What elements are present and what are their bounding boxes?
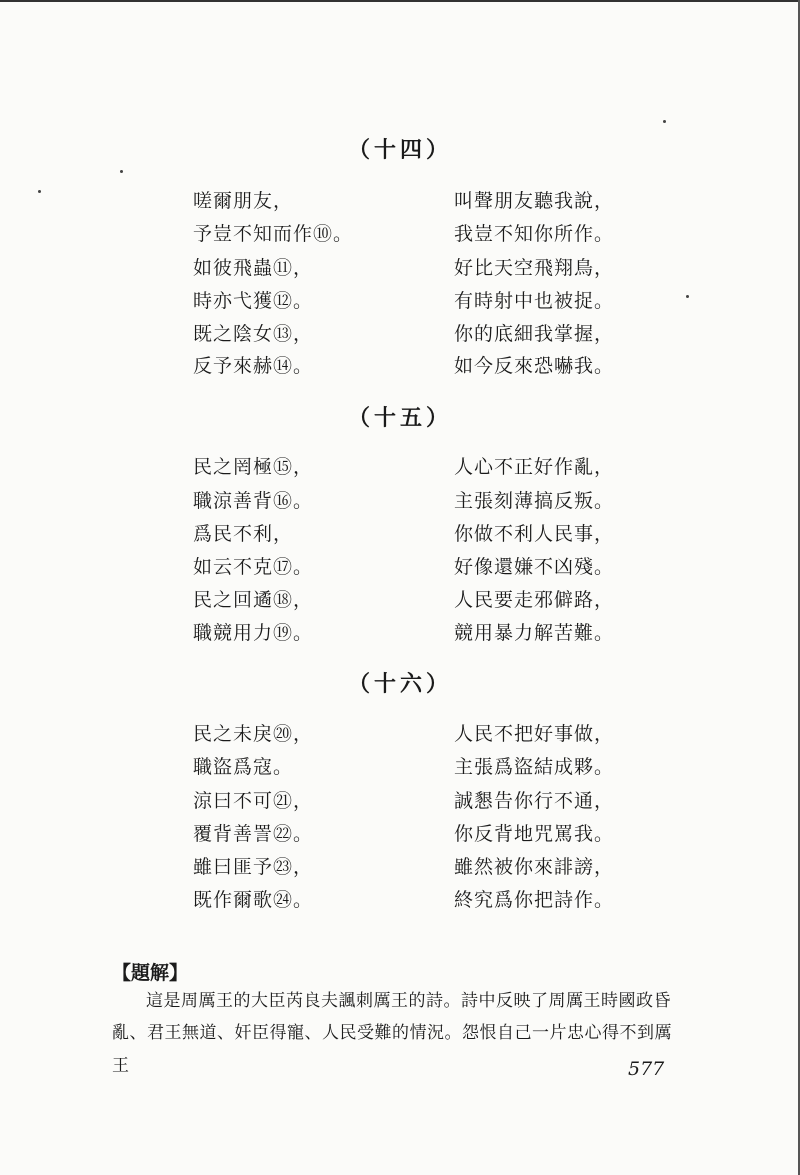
translation-line: 人心不正好作亂， — [454, 456, 615, 478]
translation-line: 雖然被你來誹謗， — [454, 856, 615, 878]
translation-line: 好比天空飛翔鳥， — [454, 257, 615, 279]
original-line: 既之陰女⑬， — [193, 323, 314, 345]
original-line: 嗟爾朋友， — [193, 190, 294, 212]
commentary-line: 這是周厲王的大臣芮良夫諷刺厲王的詩。詩中反映了周厲王時國政昏 — [146, 991, 671, 1011]
original-line: 反予來赫⑭。 — [193, 355, 314, 377]
original-line: 民之未戾⑳， — [193, 723, 314, 745]
translation-line: 你的底細我掌握， — [454, 323, 615, 345]
stanza-title: （十四） — [347, 137, 452, 163]
translation-line: 誠懇告你行不通， — [454, 790, 615, 812]
translation-line: 人民不把好事做， — [454, 723, 615, 745]
translation-line: 競用暴力解苦難。 — [454, 622, 615, 644]
translation-line: 叫聲朋友聽我說， — [454, 190, 615, 212]
commentary-line: 亂、君王無道、奸臣得寵、人民受難的情況。怨恨自己一片忠心得不到厲王 — [112, 1023, 672, 1076]
page-number: 577 — [628, 1058, 665, 1080]
original-line: 既作爾歌㉔。 — [193, 889, 314, 911]
translation-line: 如今反來恐嚇我。 — [454, 355, 615, 377]
stanza-title: （十五） — [347, 405, 452, 431]
original-line: 覆背善詈㉒。 — [193, 823, 314, 845]
translation-line: 主張爲盜結成夥。 — [454, 756, 615, 778]
top-border — [0, 0, 800, 2]
stanza-title: （十六） — [347, 671, 452, 697]
original-line: 職競用力⑲。 — [193, 622, 314, 644]
translation-line: 你反背地咒罵我。 — [454, 823, 615, 845]
translation-line: 終究爲你把詩作。 — [454, 889, 615, 911]
scan-speck — [663, 120, 666, 123]
scan-speck — [38, 190, 41, 193]
original-line: 職涼善背⑯。 — [193, 490, 314, 512]
original-line: 涼曰不可㉑， — [193, 790, 314, 812]
original-line: 民之罔極⑮， — [193, 456, 314, 478]
original-line: 予豈不知而作⑩。 — [193, 223, 354, 245]
scan-speck — [120, 170, 123, 173]
original-line: 民之回遹⑱， — [193, 589, 314, 611]
original-line: 雖曰匪予㉓， — [193, 856, 314, 878]
translation-line: 主張刻薄搞反叛。 — [454, 490, 615, 512]
translation-line: 有時射中也被捉。 — [454, 290, 615, 312]
translation-line: 好像還嫌不凶殘。 — [454, 556, 615, 578]
scan-speck — [686, 295, 689, 298]
translation-line: 我豈不知你所作。 — [454, 223, 615, 245]
original-line: 職盜爲寇。 — [193, 756, 294, 778]
translation-line: 人民要走邪僻路， — [454, 589, 615, 611]
original-line: 如云不克⑰。 — [193, 556, 314, 578]
original-line: 時亦弋獲⑫。 — [193, 290, 314, 312]
translation-line: 你做不利人民事， — [454, 523, 615, 545]
original-line: 爲民不利， — [193, 523, 294, 545]
section-label: 【題解】 — [112, 962, 189, 984]
original-line: 如彼飛蟲⑪， — [193, 257, 314, 279]
